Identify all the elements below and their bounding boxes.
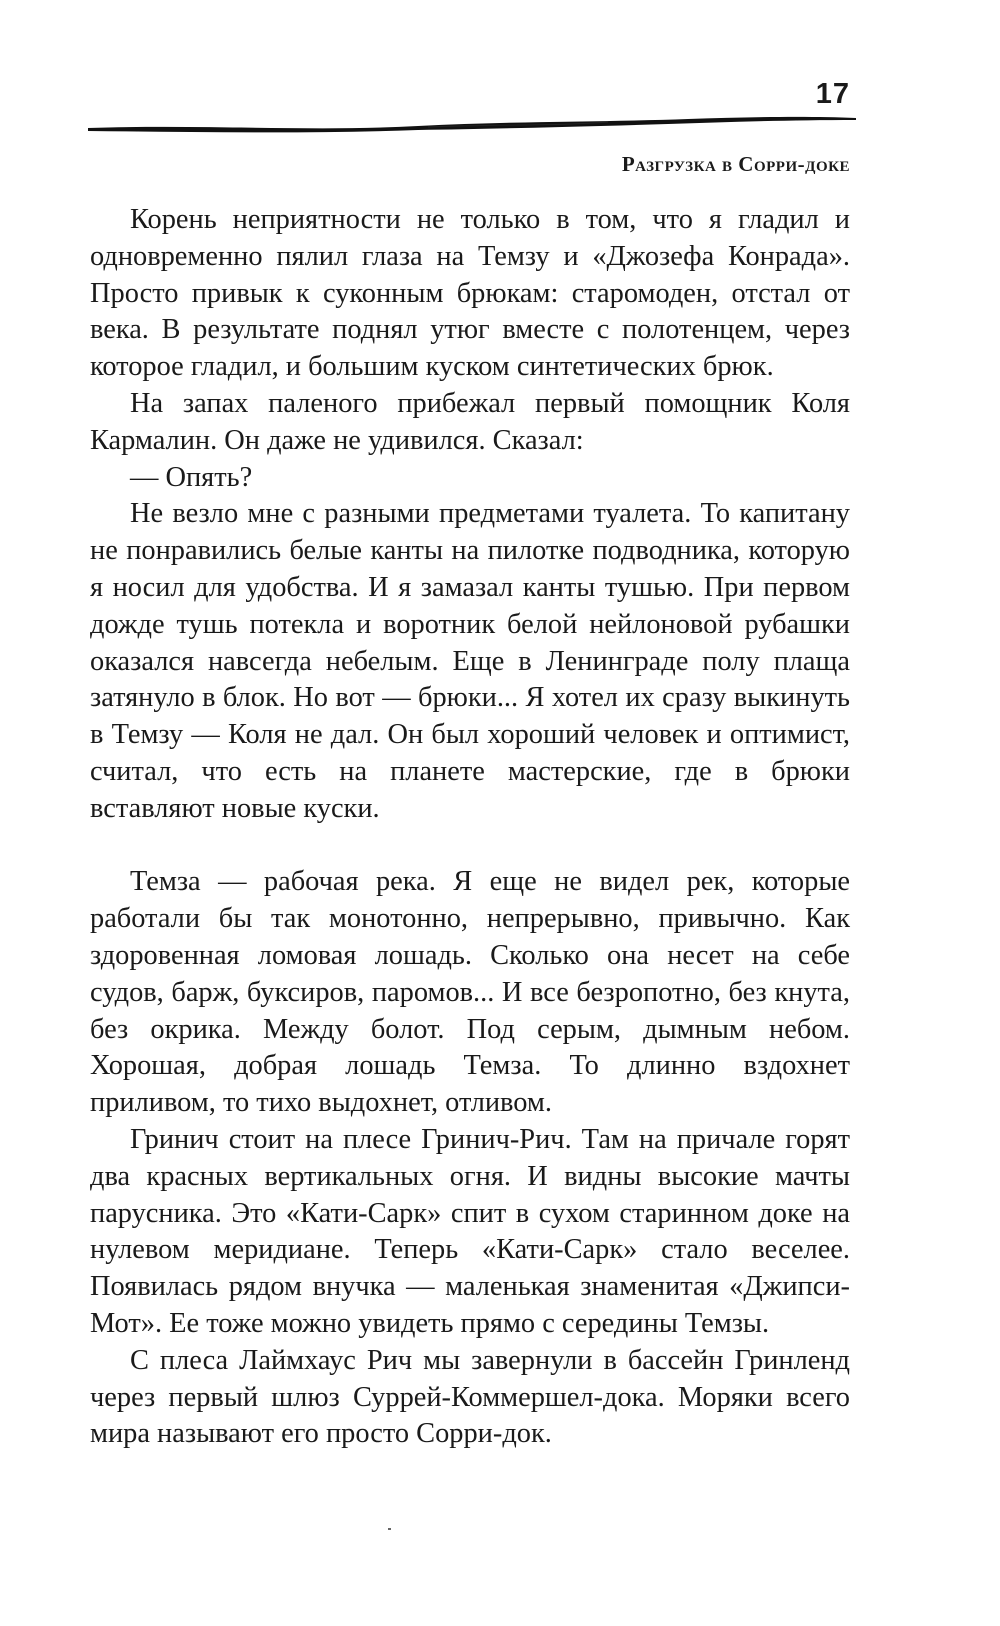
paragraph: — Опять? xyxy=(130,461,253,493)
paragraph: С плеса Лаймхаус Рич мы завернули в бассейн Гринленд через первый шлюз Суррей-Коммершел-дока. Моряки всего мира называют его просто Сорри-док. xyxy=(90,1344,850,1450)
header-brush-rule xyxy=(88,112,856,142)
paragraph: На запах паленого прибежал первый помощник Коля Кармалин. Он даже не удивился. Сказал: xyxy=(90,387,850,456)
print-speck xyxy=(388,1528,391,1530)
paragraph: Темза — рабочая река. Я еще не видел рек, которые работали бы так монотонно, непрерывно, привычно. Как здоровенная ломовая лошадь. Сколько она несет на себе судов, барж, буксиров, паромов... И все безропотно, без кнута, без окрика. Между болот. Под серым, дымным небом. Хорошая, добрая лошадь Темза. То длинно вздохнет приливом, то тихо выдохнет, отливом. xyxy=(90,866,850,1119)
body-text xyxy=(90,202,850,1453)
page-number: 17 xyxy=(815,78,850,110)
paragraph: Гринич стоит на плесе Гринич-Рич. Там на причале горят два красных вертикальных огня. И видны высокие мачты парусника. Это «Кати-Сарк» спит в сухом старинном доке на нулевом меридиане. Теперь «Кати-Сарк» стало веселее. Появилась рядом внучка — маленькая знаменитая «Джипси-Мот». Ее тоже можно увидеть прямо с середины Темзы. xyxy=(90,1123,850,1339)
running-title: Разгрузка в Сорри-доке xyxy=(621,152,850,176)
paragraph: Корень неприятности не только в том, что я гладил и одновременно пялил глаза на Темзу и «Джозефа Конрада». Просто привык к суконным брюкам: старомоден, отстал от века. В результате поднял утюг вместе с полотенцем, через которое гладил, и большим куском синтетических брюк. xyxy=(90,204,850,383)
paragraph: Не везло мне с разными предметами туалета. То капитану не понравились белые канты на пилотке подводника, которую я носил для удобства. И я замазал канты тушью. При первом дожде тушь потекла и воротник белой нейлоновой рубашки оказался навсегда небелым. Еще в Ленинграде полу плаща затянуло в блок. Но вот — брюки... Я хотел их сразу выкинуть в Темзу — Коля не дал. Он был хороший человек и оптимист, считал, что есть на планете мастерские, где в брюки вставляют новые куски. xyxy=(90,498,850,824)
